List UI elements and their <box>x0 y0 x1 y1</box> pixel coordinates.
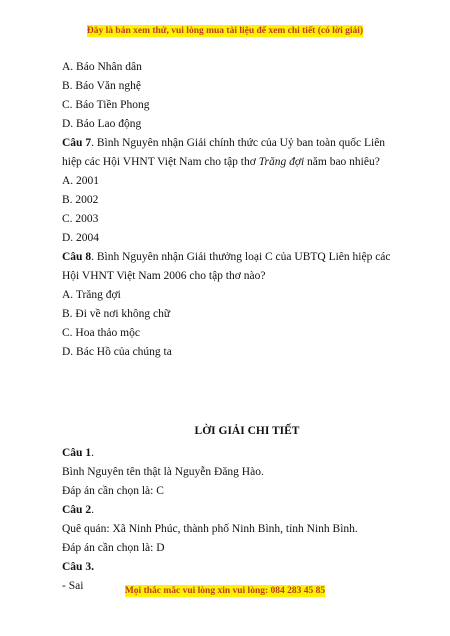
poetry-title: Trăng đợi <box>258 156 305 168</box>
list-item: A. Báo Nhân dân <box>62 61 142 73</box>
list-item: D. 2004 <box>62 232 100 244</box>
list-item: B. Báo Văn nghệ <box>62 80 142 92</box>
list-item: D. Bác Hồ của chúng ta <box>62 346 172 358</box>
document-body <box>62 58 392 596</box>
solution-label: Câu 1. <box>62 447 94 459</box>
question-8: Câu 8. Bình Nguyên nhận Giải thưởng loại C của UBTQ Liên hiệp các Hội VHNT Việt Nam 2006 cho tập thơ nào? <box>62 251 391 282</box>
list-item: C. Hoa thảo mộc <box>62 327 140 339</box>
list-item: B. Đi về nơi không chữ <box>62 308 171 320</box>
list-item: C. 2003 <box>62 213 99 225</box>
question-7: Câu 7. Bình Nguyên nhận Giải chính thức của Uỷ ban toàn quốc Liên hiệp các Hội VHNT Việt Nam cho tập thơ Trăng đợi năm bao nhiêu? <box>62 137 386 168</box>
solution-label: Câu 3. <box>62 561 94 573</box>
solution-answer: Đáp án cần chọn là: C <box>62 485 164 497</box>
spacer <box>62 362 392 422</box>
solution-line: Bình Nguyên tên thật là Nguyễn Đăng Hào. <box>62 466 264 478</box>
contact-banner: Mọi thắc mắc vui lòng xin vui lòng: 084 283 45 85 <box>124 586 326 596</box>
list-item: C. Báo Tiền Phong <box>62 99 150 111</box>
question-label: Câu 7 <box>62 137 92 149</box>
solutions-heading: LỜI GIẢI CHI TIẾT <box>194 425 300 437</box>
preview-banner: Đây là bản xem thử, vui lòng mua tài liệu để xem chi tiết (có lời giải) <box>86 26 364 36</box>
list-item: D. Báo Lao động <box>62 118 142 130</box>
question-label: Câu 8 <box>62 251 92 263</box>
list-item: B. 2002 <box>62 194 99 206</box>
solution-label: Câu 2. <box>62 504 94 516</box>
solution-line: - Sai <box>62 580 84 592</box>
solution-answer: Đáp án cần chọn là: D <box>62 542 165 554</box>
solution-line: Quê quán: Xã Ninh Phúc, thành phố Ninh Bình, tỉnh Ninh Bình. <box>62 523 358 535</box>
list-item: A. Trăng đợi <box>62 289 121 301</box>
list-item: A. 2001 <box>62 175 100 187</box>
